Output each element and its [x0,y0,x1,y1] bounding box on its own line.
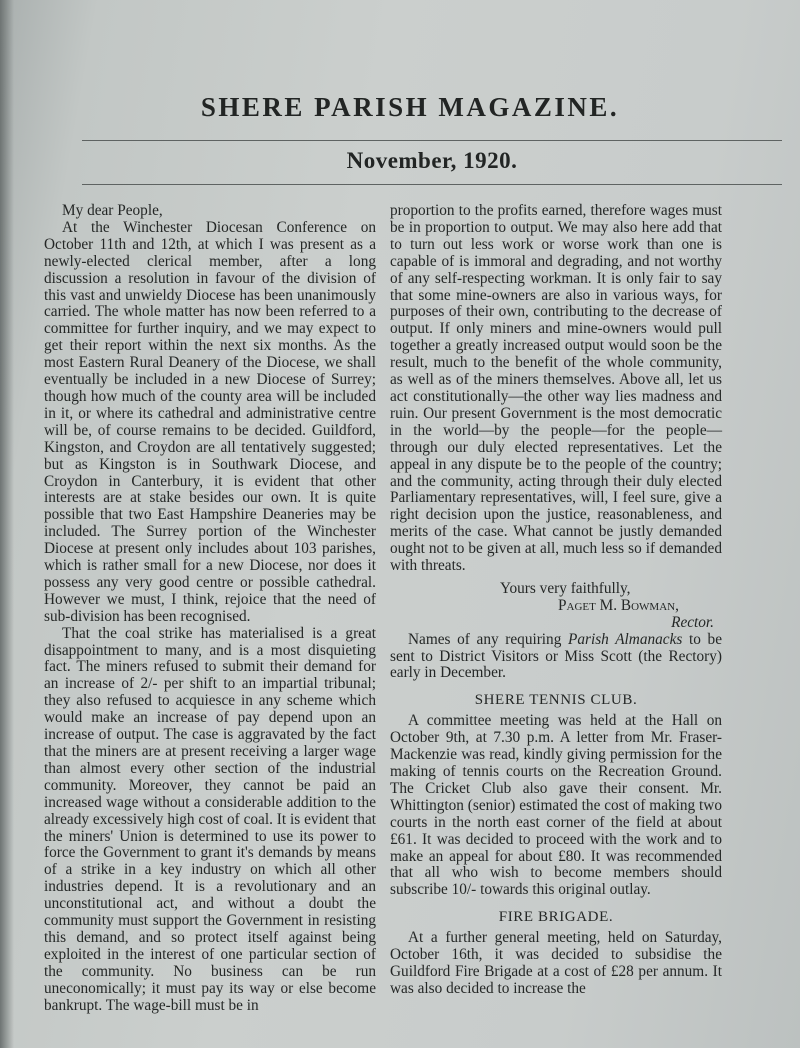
almanack-notice [390,632,722,683]
almanack-notice-emphasis: Parish Almanacks [568,630,683,648]
issue-date: November, 1920. [346,148,518,173]
tennis-club-body: A committee meeting was held at the Hall on October 9th, at 7.30 p.m. A letter from Mr. Fraser-Mackenzie was read, kindly giving permission for the making of tennis courts on the Recreation Ground. The Cricket Club also gave their consent. Mr. Whittington (senior) estimated the cost of making two courts in the north east corner of the field at about £61. It was decided to proceed with the work and to make an appeal for about £80. It was recommended that all who wish to become members should subscribe 10/- towards this original outlay. [390,712,722,899]
letter-signoff [390,581,722,632]
letter-signer-role: Rector. [671,613,714,631]
letter-signer: Paget M. Bowman, [558,596,679,614]
letter-paragraph-diocese: At the Winchester Diocesan Conference on October 11th and 12th, at which I was present as a newly-elected clerical member, after a long discussion a resolution in favour of the division of this vast and unwieldy Diocese has been unanimously carried. The whole matter has now been referred to a committee for further inquiry, and we may expect to get their report within the next six months. As the most Eastern Rural Deanery of the Diocese, we shall eventually be included in a new Diocese of Surrey; though how much of the county area will be included in it, or where its cathedral and administrative centre will be, of course remains to be decided. Guildford, Kingston, and Croydon are all tentatively suggested; but as Kingston is in Southwark Diocese, and Croydon in Canterbury, it is evident that other interests are at stake besides our own. It is quite possible that two East Hampshire Deaneries may be included. The Surrey portion of the Winchester Diocese at present only includes about 103 parishes, which is rather small for a new Diocese, nor does it possess any very good centre or possible cathedral. However we must, I think, rejoice that the need of sub-division has been recognised. [44,218,376,625]
masthead-rule-bottom [82,184,782,185]
letter-closing: Yours very faithfully, [500,579,631,597]
column-left [44,203,376,1015]
binding-shadow [0,0,14,1048]
fire-brigade-heading: FIRE BRIGADE. [498,909,614,926]
masthead-rule-top [82,140,782,141]
masthead-title: SHERE PARISH MAGAZINE. [200,92,620,122]
column-right [390,203,722,998]
almanack-notice-before: Names of any requiring [408,630,569,648]
letter-paragraph-coal-strike: That the coal strike has materialised is a great disappointment to many, and is a most disquieting fact. The miners refused to submit their demand for an increase of 2/- per shift to an impartial tribunal; they also refused to acquiesce in any scheme which would make an increase of pay depend upon an increase of output. The case is aggravated by the fact that the miners are at present receiving a larger wage than almost every other section of the industrial community. Moreover, they cannot be paid an increased wage without a considerable addition to the already excessively high cost of coal. It is evident that the miners' Union is determined to use its power to force the Government to grant it's demands by means of a strike in a key industry on which all other industries depend. It is a revolutionary and an unconstitutional act, and without a doubt the community must support the Government in resisting this demand, and so protect itself against being exploited in the interest of one particular section of the community. No business can be run uneconomically; it must pay its way or else become bankrupt. The wage-bill must be in [44,624,376,1014]
fire-brigade-body: At a further general meeting, held on Saturday, October 16th, it was decided to subsidise the Guildford Fire Brigade at a cost of £28 per annum. It was also decided to increase the [390,929,722,997]
almanack-notice-after: to be sent to District Visitors or Miss Scott (the Rectory) early in December. [390,630,722,682]
letter-salutation: My dear People, [62,202,163,219]
letter-continuation: proportion to the profits earned, therefore wages must be in proportion to output. We may also here add that to turn out less work or worse work than one is capable of is immoral and degrading, and not worthy of any self-respecting workman. It is only fair to say that some mine-owners are also in various ways, for purposes of their own, contributing to the decrease of output. If only miners and mine-owners would pull together a greatly increased output would soon be the result, much to the benefit of the whole community, as well as of the miners themselves. Above all, let us act constitutionally—the other way lies madness and ruin. Our present Government is the most democratic in the world—by the people—for the people—through our duly elected representatives. Let the appeal in any dispute be to the people of the country; and the community, acting through their duly elected Parliamentary representatives, will, I feel sure, give a right decision upon the justice, reasonableness, and merits of the case. What cannot be justly demanded ought not to be given at all, much less so if demanded with threats. [390,202,722,575]
tennis-club-heading: SHERE TENNIS CLUB. [474,692,638,709]
